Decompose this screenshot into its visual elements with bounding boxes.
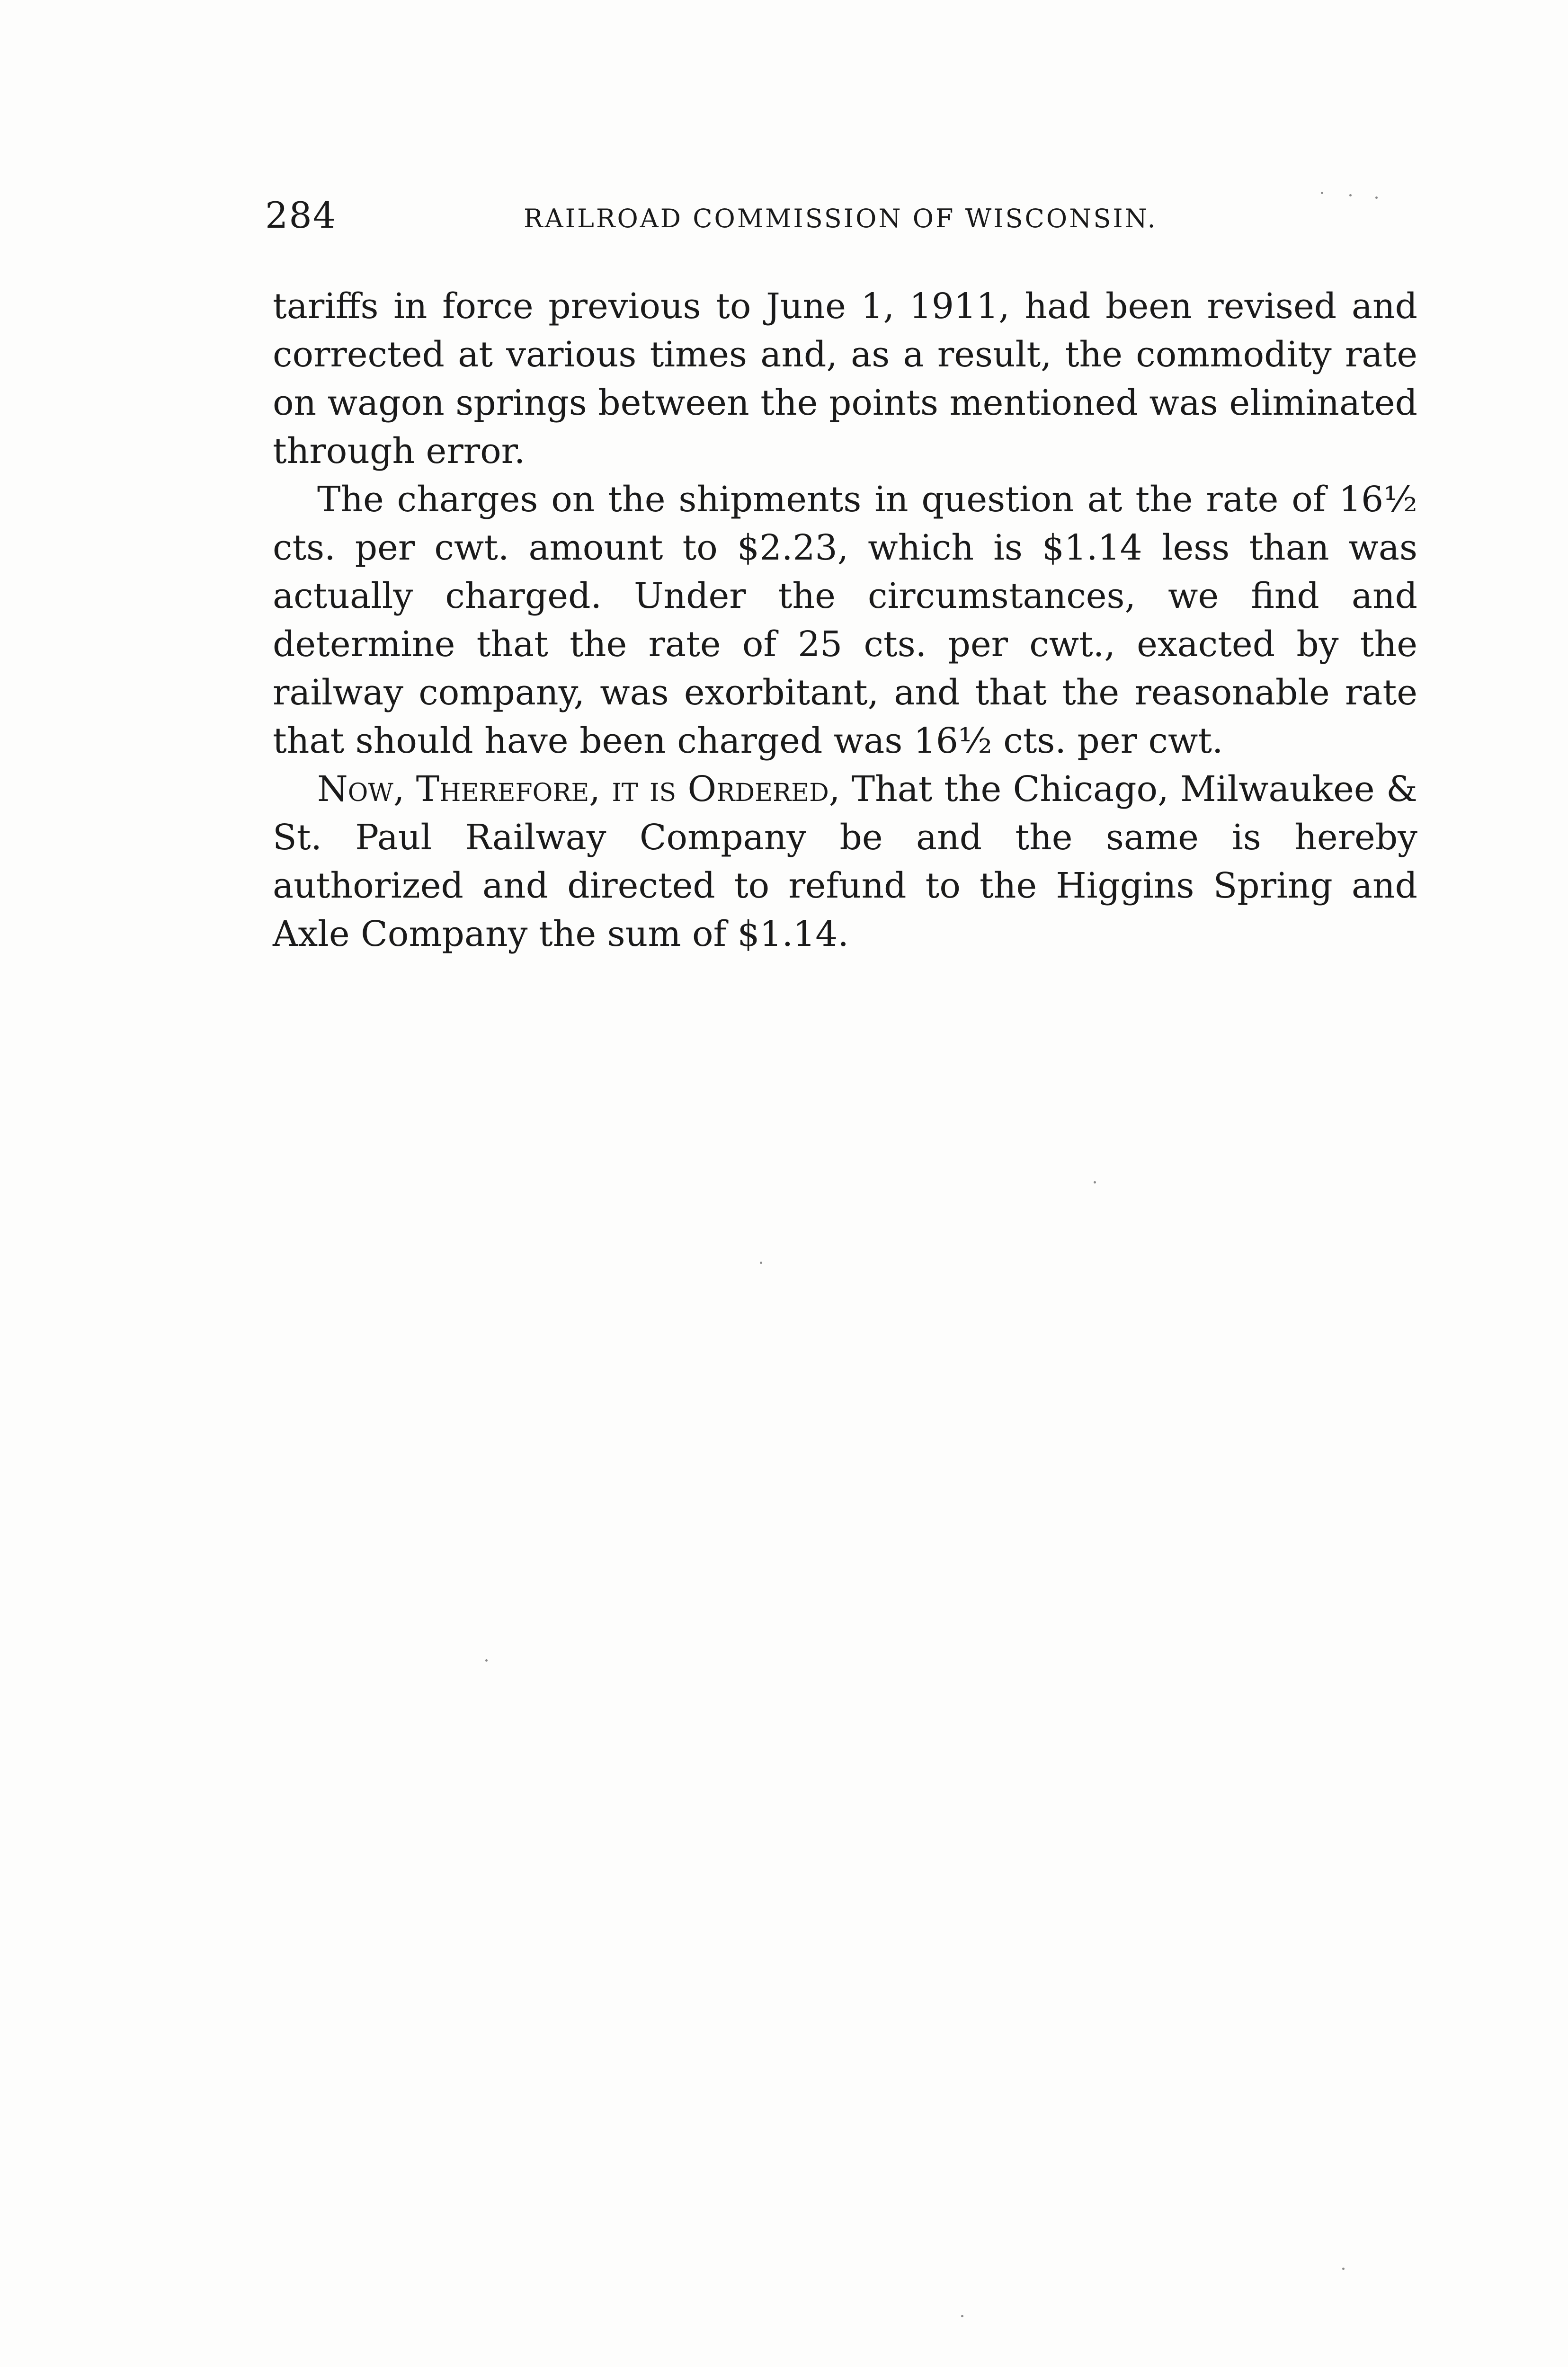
scan-speck <box>1375 196 1378 199</box>
paragraph-3 <box>273 765 1417 958</box>
body-text <box>273 282 1417 958</box>
scan-speck <box>1342 2268 1345 2270</box>
order-lead: Now, Therefore, it is Ordered, <box>317 769 840 810</box>
paragraph-2: The charges on the shipments in question at the rate of 16½ cts. per cwt. amount to $2.23, which is $1.14 less than was actually charged. Under the circumstances, we find and determine that the rate of 25 cts. per cwt., exacted by the railway company, was exorbitant, and that the reasonable rate that should have been charged was 16½ cts. per cwt. <box>273 479 1417 761</box>
scan-speck <box>1094 1181 1096 1184</box>
order-text: That the Chicago, Milwaukee & St. Paul Railway Company be and the same is hereby authorized and directed to refund to the Higgins Spring and Axle Company the sum of $1.14. <box>273 769 1417 954</box>
page-number: 284 <box>265 194 337 236</box>
scan-speck <box>1349 194 1352 196</box>
running-head: RAILROAD COMMISSION OF WISCONSIN. <box>524 204 1158 233</box>
scan-speck <box>961 2315 963 2317</box>
paragraph-1: tariffs in force previous to June 1, 1911, had been revised and corrected at various times and, as a result, the commodity rate on wagon springs between the points mentioned was eliminated through error. <box>273 286 1417 472</box>
scan-speck <box>485 1659 488 1662</box>
page-header <box>265 189 1420 241</box>
scan-speck <box>1321 192 1323 194</box>
scan-speck <box>760 1262 762 1264</box>
